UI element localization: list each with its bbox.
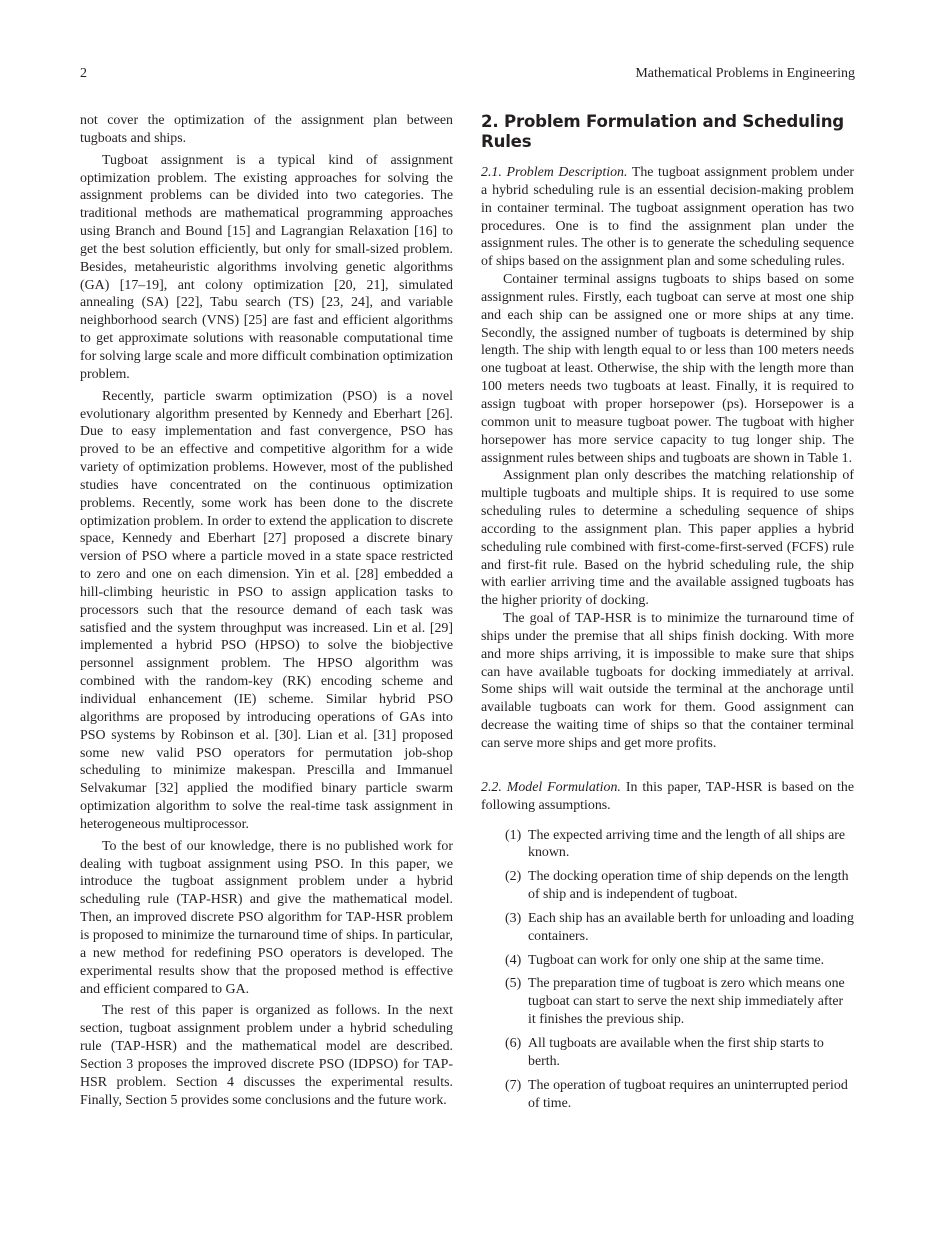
subsection-model-formulation: [481, 779, 854, 815]
list-item: [481, 952, 854, 970]
journal-title: Mathematical Problems in Engineering: [635, 66, 855, 81]
assumptions-list: [481, 827, 854, 1113]
subsection-problem-description: [481, 164, 854, 271]
list-item-number: (6): [505, 1035, 522, 1051]
section-title: 2. Problem Formulation and Scheduling Rules: [481, 112, 844, 151]
list-item-text: The expected arriving time and the length of all ships are known.: [528, 827, 846, 861]
list-item-text: The docking operation time of ship depends on the length of ship and is independent of tugboat.: [528, 869, 849, 903]
list-item-text: Tugboat can work for only one ship at the same time.: [528, 952, 825, 968]
subsection-label: 2.2. Model Formulation.: [481, 779, 621, 795]
list-item-number: (5): [505, 976, 522, 992]
list-item-number: (1): [505, 827, 522, 843]
list-item: [481, 868, 854, 904]
subsection-label: 2.1. Problem Description.: [481, 165, 628, 180]
paragraph-continuation: not cover the optimization of the assignment plan between tugboats and ships.: [80, 113, 453, 146]
list-item-number: (7): [505, 1077, 522, 1093]
list-item: [481, 1077, 854, 1113]
paragraph-assignment-approaches: Tugboat assignment is a typical kind of assignment optimization problem. The existing approaches for solving the assignment problems can be divided into two categories. The traditional methods are mathematical programming approaches using Branch and Bound [15] and Lagrangian Relaxation [16] to get the best solution efficiently, but only for small-sized problem. Besides, metaheuristic algorithms involving genetic algorithms (GA) [17–19], ant colony optimization [20, 21], simulated annealing (SA) [22], Tabu search (TS) [23, 24], and variable neighborhood search (VNS) [25] are fast and efficient algorithms to get approximate solutions with reasonable computational time for solving large scale and more difficult combination optimization problem.: [80, 152, 453, 382]
list-item-number: (4): [505, 952, 522, 968]
paragraph-contribution: To the best of our knowledge, there is no published work for dealing with tugboat assignment using PSO. In this paper, we introduce the tugboat assignment problem under a hybrid scheduling rule (TAP-HSR) and give the mathematical model. Then, an improved discrete PSO algorithm for TAP-HSR problem is proposed to minimize the turnaround time of ships. In particular, a new method for redefining PSO operators is developed. The experimental results show that the proposed method is effective and efficient compared to GA.: [80, 838, 453, 997]
list-item: [481, 827, 854, 863]
list-item: [481, 975, 854, 1029]
paragraph-assignment-plan: Assignment plan only describes the matching relationship of multiple tugboats and multiple ships. It is required to use some scheduling rules to determine a scheduling sequence of ships according to the assignment plan. This paper applies a hybrid scheduling rule combined with first-come-first-served (FCFS) rule and first-fit rule. Based on the hybrid scheduling rule, the ship with earlier arriving time and the available assigned tugboats has the higher priority of docking.: [481, 468, 854, 609]
list-item-number: (2): [505, 869, 522, 885]
list-item-text: Each ship has an available berth for unloading and loading containers.: [528, 910, 854, 944]
paragraph-pso-background: Recently, particle swarm optimization (PSO) is a novel evolutionary algorithm presented by Kennedy and Eberhart [26]. Due to easy implementation and fast convergence, PSO has proved to be an effective and competitive algorithm for a wide variety of optimization problems. However, most of the published studies have concentrated on the continuous optimization problems. Recently, some work has been done to the discrete optimization problem. In order to extend the application to discrete space, Kennedy and Eberhart [27] proposed a discrete binary version of PSO where a particle moved in a state space restricted to zero and one on each dimension. Yin et al. [28] embedded a hill-climbing heuristic in PSO to assign application tasks to processors such that the resource demand of each task was satisfied and the system throughput was increased. Lin et al. [29] implemented a hybrid PSO (HPSO) to solve the biobjective personnel assignment problem. The HPSO algorithm was combined with the random-key (RK) encoding scheme and individual enhancement (IE) scheme. Similar hybrid PSO algorithms are proposed by introducing operations of GAs into PSO systems by Robinson et al. [30]. Lian et al. [31] proposed some new valid PSO operators for permutation job-shop scheduling to minimize makespan. Prescilla and Immanuel Selvakumar [32] applied the modified binary particle swarm optimization algorithm to solve the real-time task assignment in heterogeneous multiprocessor.: [80, 388, 453, 832]
subsection-text: The tugboat assignment problem under a hybrid scheduling rule is an essential decision-making problem in container terminal. The tugboat assignment operation has two procedures. One is to find the assignment plan under the assignment rules. The other is to generate the scheduling sequence of ships based on the assignment plan and some scheduling rules.: [481, 165, 854, 270]
list-item: [481, 910, 854, 946]
left-column: [80, 112, 453, 1109]
list-item: [481, 1035, 854, 1071]
paragraph-goal: The goal of TAP-HSR is to minimize the turnaround time of ships under the premise that all ships finish docking. With more and more ships arriving, it is impossible to make sure that ships can have available tugboats for docking immediately at arrival. Some ships will wait outside the terminal at the anchorage until available tugboats can work for them. Good assignment can decrease the waiting time of ships so that the container terminal can serve more ships and get more profits.: [481, 611, 854, 751]
list-item-number: (3): [505, 910, 522, 926]
right-column: [481, 112, 854, 1118]
list-item-text: The operation of tugboat requires an uninterrupted period of time.: [528, 1077, 848, 1111]
subsection-text: In this paper, TAP-HSR is based on the following assumptions.: [481, 779, 855, 813]
paragraph-assignment-rules: Container terminal assigns tugboats to ships based on some assignment rules. Firstly, each tugboat can serve at most one ship and each ship can be assigned one or more ships at any time. Secondly, the assigned number of tugboats is determined by ship length. The ship with length equal to or less than 100 meters needs one tugboat at least. Otherwise, the ship with the length more than 100 meters needs two tugboats at least. Finally, it is required to assign tugboat with proper horsepower (ps). Horsepower is a common unit to measure tugboat power. The tugboat with higher horsepower has more service capacity to tug longer ship. The assignment rules between ships and tugboats are shown in Table 1.: [481, 272, 854, 466]
paragraph-organization: The rest of this paper is organized as follows. In the next section, tugboat assignment problem under a hybrid scheduling rule (TAP-HSR) and the mathematical model are described. Section 3 proposes the improved discrete PSO (IDPSO) for TAP-HSR problem. Section 4 discusses the experimental results. Finally, Section 5 provides some conclusions and the future work.: [80, 1003, 453, 1108]
list-item-text: All tugboats are available when the first ship starts to berth.: [528, 1035, 824, 1069]
list-item-text: The preparation time of tugboat is zero which means one tugboat can start to serve the next ship immediately after it finishes the previous ship.: [528, 976, 845, 1028]
page-number: 2: [80, 66, 87, 81]
